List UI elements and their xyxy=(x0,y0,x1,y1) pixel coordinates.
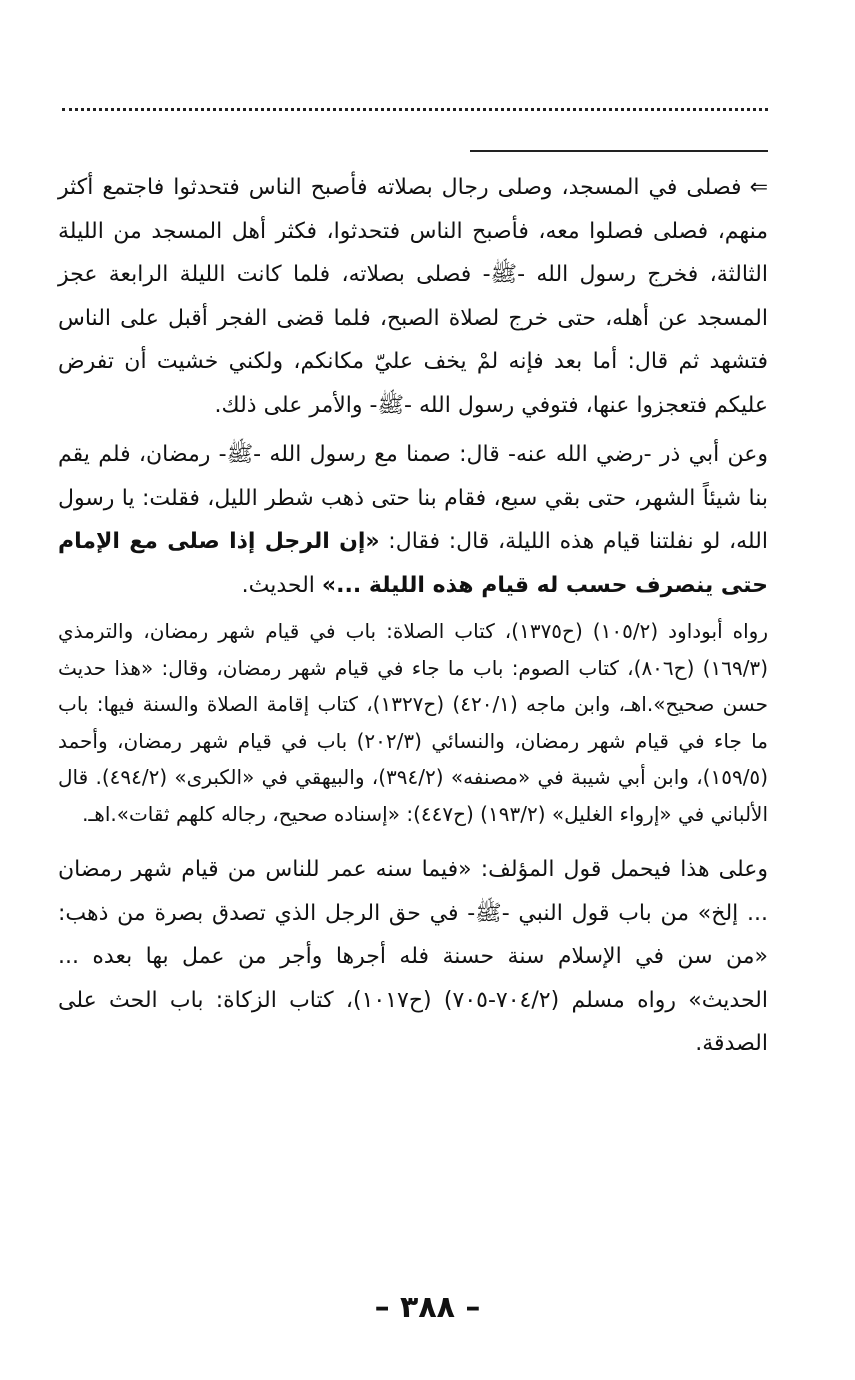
paragraph-citations: رواه أبوداود (١٠٥/٢) (ح١٣٧٥)، كتاب الصلاة: باب في قيام شهر رمضان، والترمذي (١٦٩/٣) (ح٨٠٦)، كتاب الصوم: باب ما جاء في قيام شهر رمضان، وقال: «هذا حديث حسن صحيح».اهـ، وابن ماجه (٤٢٠/١) (ح١٣٢٧)، كتاب إقامة الصلاة والسنة فيها: باب ما جاء في قيام شهر رمضان، والنسائي (٢٠٢/٣) باب في قيام شهر رمضان، وأحمد (١٥٩/٥)، وابن أبي شيبة في «مصنفه» (٣٩٤/٢)، والبيهقي في «الكبرى» (٤٩٤/٢). قال الألباني في «إرواء الغليل» (١٩٣/٢) (ح٤٤٧): «إسناده صحيح، رجاله كلهم ثقات».اهـ. xyxy=(58,619,768,826)
continuation-arrow-icon: ⇐ xyxy=(749,175,768,200)
paragraph-text: فصلى في المسجد، وصلى رجال بصلاته فأصبح الناس فتحدثوا فاجتمع أكثر منهم، فصلى فصلوا معه، فأصبح الناس فتحدثوا، فكثر أهل المسجد من الليلة الثالثة، فخرج رسول الله -ﷺ- فصلى بصلاته، فلما كانت الليلة الرابعة عجز المسجد عن أهله، حتى خرج لصلاة الصبح، فلما قضى الفجر أقبل على الناس فتشهد ثم قال: أما بعد فإنه لمْ يخف عليّ مكانكم، ولكني خشيت أن تفرض عليكم فتعجزوا عنها، فتوفي رسول الله -ﷺ- والأمر على ذلك. xyxy=(58,175,768,418)
paragraph-tail: الحديث. xyxy=(241,572,322,598)
paragraph-hadith-continuation xyxy=(58,166,768,427)
page-number: – ٣٨٨ – xyxy=(374,1290,481,1325)
footnote-content xyxy=(58,166,768,1066)
bold-quote: «إن الرجل إذا صلى مع الإمام حتى ينصرف حسب له قيام هذه الليلة ...» xyxy=(58,529,768,598)
dotted-separator xyxy=(62,108,768,111)
footnote-rule xyxy=(470,150,768,152)
paragraph-abu-dhar xyxy=(58,433,768,607)
paragraph-text: وعن أبي ذر -رضي الله عنه- قال: صمنا مع رسول الله -ﷺ- رمضان، فلم يقم بنا شيئاً الشهر، حتى بقي سبع، فقام بنا حتى ذهب شطر الليل، فقلت: يا رسول الله، لو نفلتنا قيام هذه الليلة، قال: فقال: xyxy=(58,442,768,554)
paragraph-commentary: وعلى هذا فيحمل قول المؤلف: «فيما سنه عمر للناس من قيام شهر رمضان ... إلخ» من باب قول النبي -ﷺ- في حق الرجل الذي تصدق بصرة من ذهب: «من سن في الإسلام سنة حسنة فله أجرها وأجر من عمل بها بعده ... الحديث» رواه مسلم (٧٠٤/٢-٧٠٥) (ح١٠١٧)، كتاب الزكاة: باب الحث على الصدقة. xyxy=(58,857,768,1056)
